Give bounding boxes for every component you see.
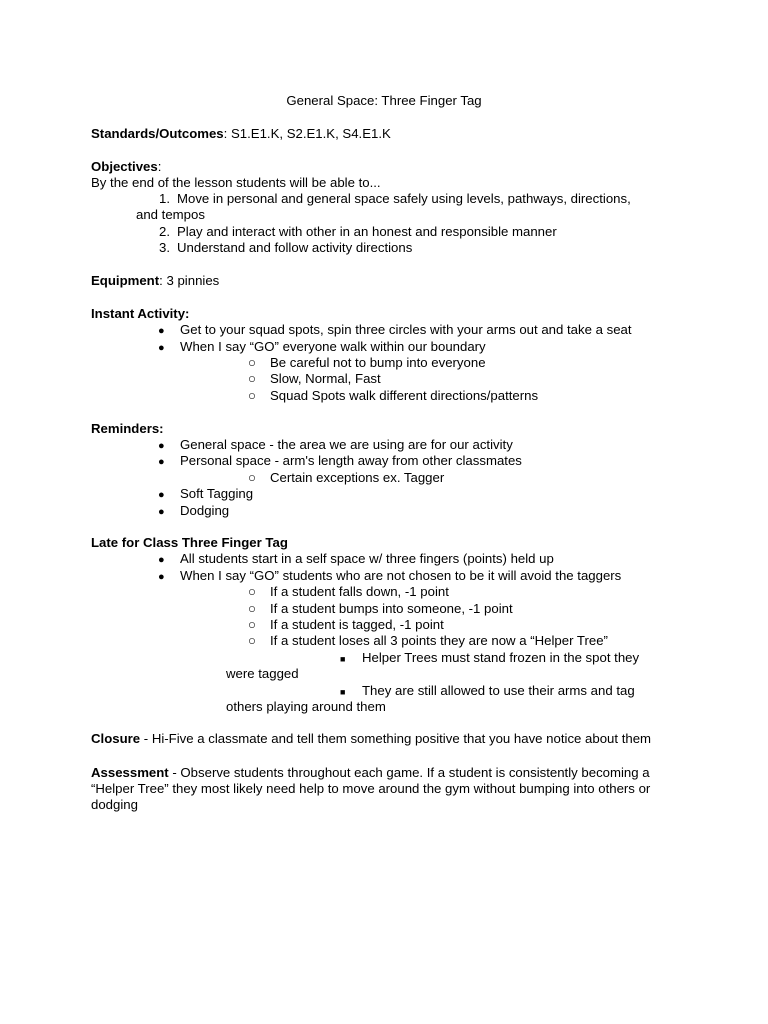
circle-marker: ○ [248,617,256,632]
closure-label: Closure [91,731,141,746]
list-item: ● Get to your squad spots, spin three circles with your arms out and take a seat [158,322,632,339]
sub-sub-list-item-continuation: were tagged [226,666,299,681]
list-item: ● General space - the area we are using are for our activity [158,437,513,454]
sub-list-item: ○ If a student is tagged, -1 point [248,617,444,632]
objective-item: 3. Understand and follow activity directions [159,240,413,255]
list-item: ● When I say “GO” everyone walk within our boundary [158,339,486,356]
late-for-class-heading: Late for Class Three Finger Tag [91,535,288,550]
bullet-marker: ● [158,571,165,583]
assessment-label: Assessment [91,765,169,780]
objective-item: 1. Move in personal and general space safely using levels, pathways, directions, [159,191,631,206]
equipment-line [91,273,219,289]
square-marker: ■ [340,687,346,697]
bullet-marker: ● [158,440,165,452]
list-item: ● All students start in a self space w/ three fingers (points) held up [158,551,554,568]
circle-marker: ○ [248,388,256,403]
sub-list-item: ○ If a student loses all 3 points they are now a “Helper Tree” [248,633,608,648]
objectives-label: Objectives [91,159,158,174]
bullet-marker: ● [158,506,165,518]
reminders-heading: Reminders: [91,421,164,436]
list-item: ● Personal space - arm's length away from other classmates [158,453,522,470]
sub-list-item: ○ If a student bumps into someone, -1 point [248,601,513,616]
objectives-intro: By the end of the lesson students will be able to... [91,175,381,190]
assessment-line [91,765,650,781]
instant-activity-heading: Instant Activity: [91,306,190,321]
closure-text: - Hi-Five a classmate and tell them something positive that you have notice about them [140,731,652,746]
sub-list-item: ○ Squad Spots walk different directions/patterns [248,388,539,403]
objectives-heading: Objectives: [91,159,162,174]
objective-item: 2. Play and interact with other in an honest and responsible manner [159,224,557,239]
list-item: ● Dodging [158,503,229,520]
circle-marker: ○ [248,470,256,485]
bullet-marker: ● [158,489,165,501]
page-title: General Space: Three Finger Tag [286,93,482,108]
list-item: ● When I say “GO” students who are not chosen to be it will avoid the taggers [158,568,621,585]
sub-list-item: ○ Certain exceptions ex. Tagger [248,470,445,485]
assessment-continuation: dodging [91,797,138,812]
square-marker: ■ [340,654,346,664]
sub-sub-list-item: ■ They are still allowed to use their arms and tag [340,683,635,700]
bullet-marker: ● [158,325,165,337]
sub-sub-list-item-continuation: others playing around them [226,699,386,714]
circle-marker: ○ [248,371,256,386]
equipment-label: Equipment [91,273,160,288]
bullet-marker: ● [158,342,165,354]
standards-line [91,126,391,142]
circle-marker: ○ [248,355,256,370]
objective-item-continuation: and tempos [136,207,205,222]
sub-sub-list-item: ■ Helper Trees must stand frozen in the spot they [340,650,639,667]
assessment-continuation: “Helper Tree” they most likely need help to move around the gym without bumping into others or [91,781,651,796]
list-item: ● Soft Tagging [158,486,253,503]
sub-list-item: ○ If a student falls down, -1 point [248,584,449,599]
equipment-text: : 3 pinnies [159,273,220,288]
assessment-text: - Observe students throughout each game. If a student is consistently becoming a [168,765,650,780]
standards-text: : S1.E1.K, S2.E1.K, S4.E1.K [223,126,391,141]
sub-list-item: ○ Slow, Normal, Fast [248,371,381,386]
circle-marker: ○ [248,584,256,599]
circle-marker: ○ [248,633,256,648]
sub-list-item: ○ Be careful not to bump into everyone [248,355,486,370]
standards-label: Standards/Outcomes [91,126,224,141]
closure-line [91,731,651,747]
bullet-marker: ● [158,554,165,566]
circle-marker: ○ [248,601,256,616]
bullet-marker: ● [158,456,165,468]
